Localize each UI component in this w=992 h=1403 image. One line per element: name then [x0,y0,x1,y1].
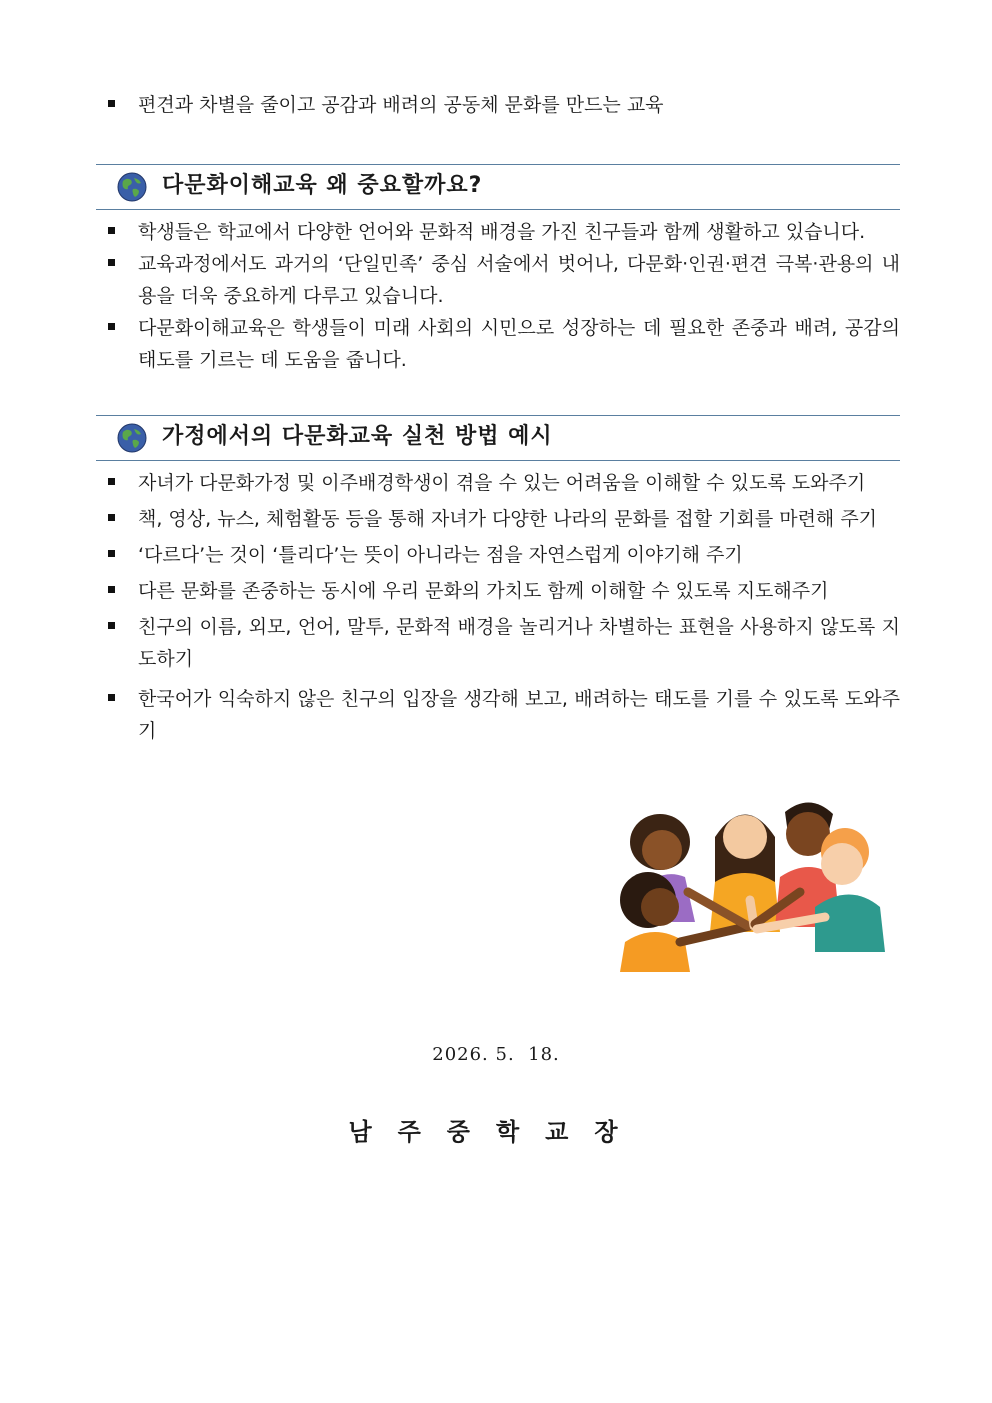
list-item [108,89,900,121]
bullet-icon [108,514,115,521]
list-item-text: ‘다르다’는 것이 ‘틀리다’는 뜻이 아니라는 점을 자연스럽게 이야기해 주기 [138,544,743,566]
list-item-text: 학생들은 학교에서 다양한 언어와 문화적 배경을 가진 친구들과 함께 생활하고 있습니다. [138,221,866,243]
bullet-icon [108,100,115,107]
list-item [108,248,900,312]
list-item-text: 다른 문화를 존중하는 동시에 우리 문화의 가치도 함께 이해할 수 있도록 지도해주기 [138,580,829,602]
children-joining-hands-illustration [610,782,890,972]
list-item-text: 자녀가 다문화가정 및 이주배경학생이 겪을 수 있는 어려움을 이해할 수 있도록 도와주기 [138,472,866,494]
list-item [108,467,900,499]
list-item-text: 교육과정에서도 과거의 ‘단일민족’ 중심 서술에서 벗어나, 다문화·인권·편견 극복·관용의 내용을 더욱 중요하게 다루고 있습니다. [138,253,900,307]
signer-name: 남주중학교장 [348,1117,644,1146]
list-item [108,683,900,747]
bullet-icon [108,550,115,557]
list-item-text: 다문화이해교육은 학생들이 미래 사회의 시민으로 성장하는 데 필요한 존중과 배려, 공감의 태도를 기르는 데 도움을 줍니다. [138,317,900,371]
bullet-icon [108,586,115,593]
list-item [108,503,900,535]
globe-icon [117,172,147,202]
section-header-importance [96,164,900,210]
list-item-text: 책, 영상, 뉴스, 체험활동 등을 통해 자녀가 다양한 나라의 문화를 접할 기회를 마련해 주기 [138,508,878,530]
list-item-text: 친구의 이름, 외모, 언어, 말투, 문화적 배경을 놀리거나 차별하는 표현을 사용하지 않도록 지도하기 [138,616,900,670]
bullet-icon [108,694,115,701]
list-item [108,611,900,675]
list-item [108,539,900,571]
section-title: 다문화이해교육 왜 중요할까요? [162,173,483,198]
bullet-icon [108,622,115,629]
bullet-icon [108,259,115,266]
list-item [108,216,900,248]
list-item [108,575,900,607]
list-item [108,312,900,376]
section-title: 가정에서의 다문화교육 실천 방법 예시 [162,424,553,449]
list-item-text: 편견과 차별을 줄이고 공감과 배려의 공동체 문화를 만드는 교육 [138,94,664,116]
globe-icon [117,423,147,453]
section-header-home-practice [96,415,900,461]
list-item-text: 한국어가 익숙하지 않은 친구의 입장을 생각해 보고, 배려하는 태도를 기를 수 있도록 도와주기 [138,688,900,742]
bullet-icon [108,478,115,485]
bullet-icon [108,323,115,330]
document-date: 2026. 5. 18. [432,1044,560,1065]
bullet-icon [108,227,115,234]
